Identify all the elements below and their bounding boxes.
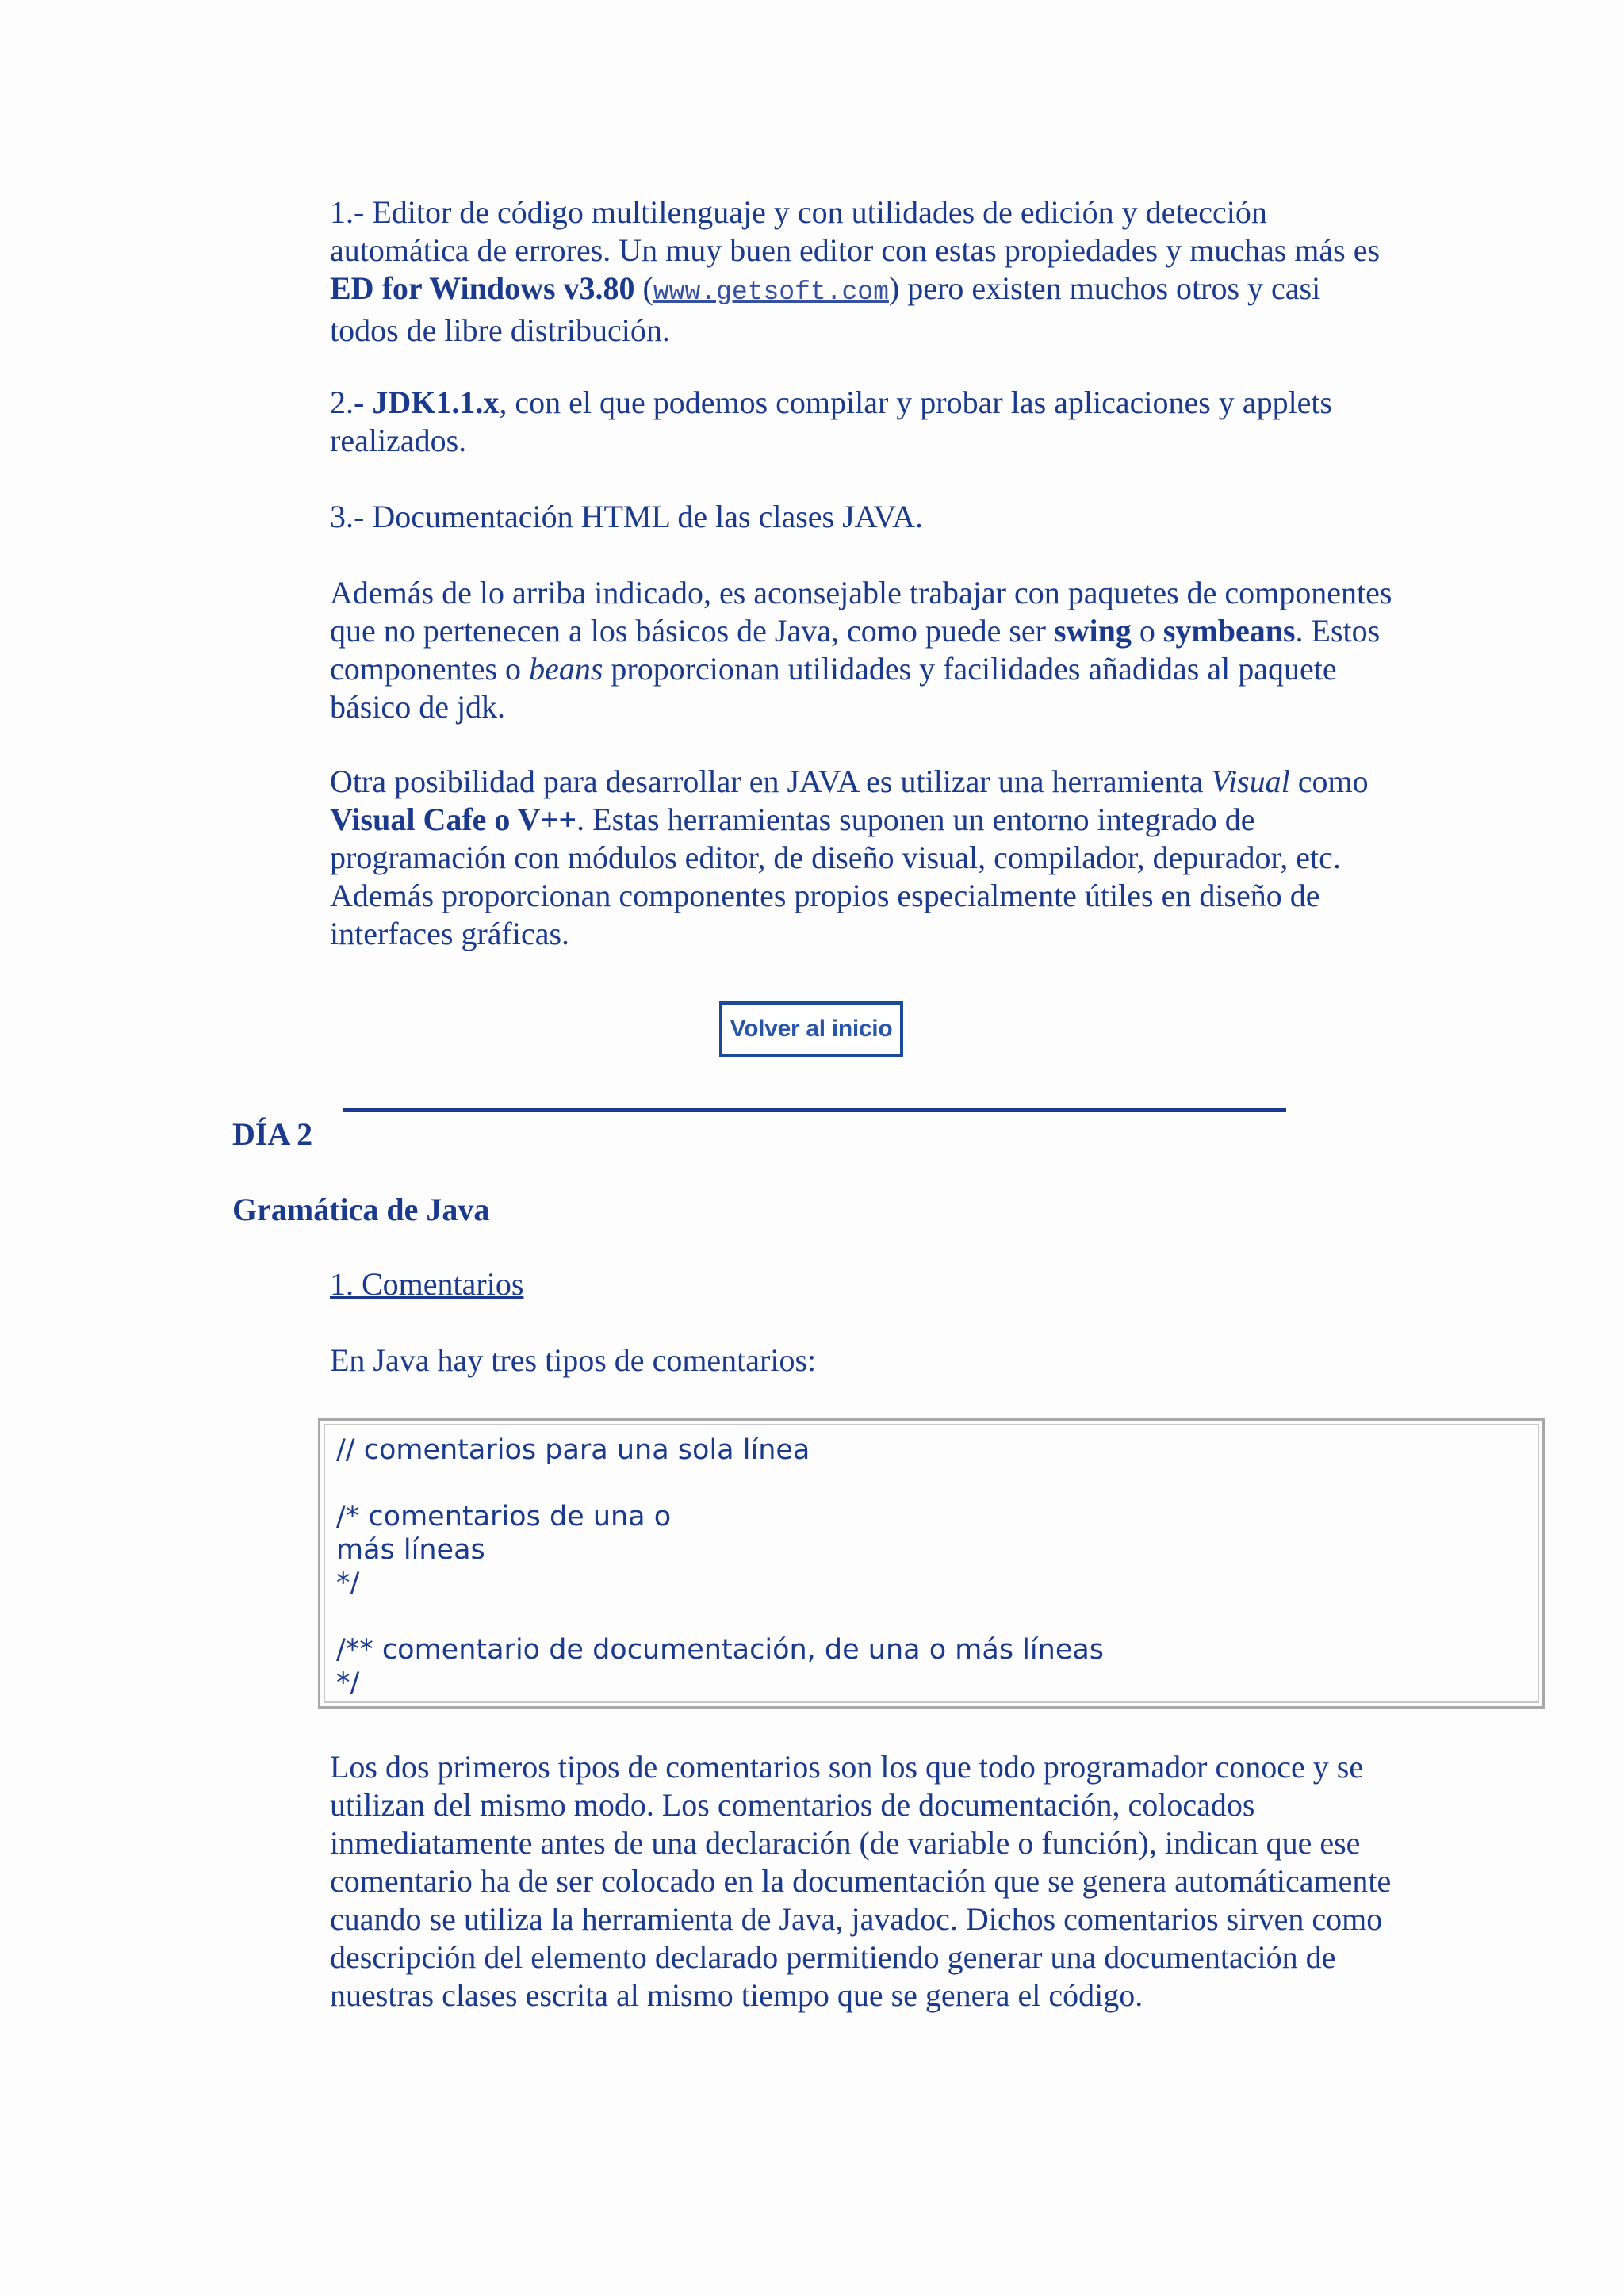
para-visual-tools: Otra posibilidad para desarrollar en JAVA es utilizar una herramienta Visual como Visual Cafe o V++. Estas herramientas suponen un entorno integrado de programación con módulos editor, de diseño visual, compilador, depurador, etc. Además proporcionan componentes propios especialmente útiles en diseño de interfaces gráficas. [330,763,1369,951]
item-jdk: 2.- JDK1.1.x, con el que podemos compilar y probar las aplicaciones y applets realizados. [330,385,1333,458]
para-components: Además de lo arriba indicado, es aconsejable trabajar con paquetes de componentes que no pertenecen a los básicos de Java, como puede ser swing o symbeans. Estos componentes o beans proporcionan utilidades y facilidades añadidas al paquete básico de jdk. [330,575,1392,725]
horizontal-divider [343,1108,1286,1112]
item-html-docs: 3.- Documentación HTML de las clases JAVA. [330,499,924,534]
back-to-top-button[interactable] [719,1001,903,1057]
editor-name: ED for Windows v3.80 [330,270,635,306]
code-block [318,1418,1545,1709]
comments-intro: En Java hay tres tipos de comentarios: [330,1342,817,1378]
day-heading: DÍA 2 [232,1116,313,1152]
jdk-name: JDK1.1.x [372,385,500,420]
getsoft-link[interactable]: www.getsoft.com [653,277,889,307]
code-content: // comentarios para una sola línea /* comentarios de una o más líneas */ /** comentario de documentación, de una o más líneas */ [336,1434,1105,1699]
section-heading: Gramática de Java [232,1192,490,1227]
para-doc-comments: Los dos primeros tipos de comentarios son los que todo programador conoce y se utilizan del mismo modo. Los comentarios de documentación, colocados inmediatamente antes de una declaración (de variable o función), indican que ese comentario ha de ser colocado en la documentación que se genera automáticamente cuando se utiliza la herramienta de Java, javadoc. Dichos comentarios sirven como descripción del elemento declarado permitiendo generar una documentación de nuestras clases escrita al mismo tiempo que se genera el código. [330,1749,1392,2013]
comentarios-link[interactable]: 1. Comentarios [330,1266,524,1302]
item-editor: 1.- Editor de código multilenguaje y con utilidades de edición y detección automática de errores. Un muy buen editor con estas propiedades y muchas más es ED for Windows v3.80 (www.getsoft.com) pero existen muchos otros y casi todos de libre distribución. [330,194,1381,348]
back-to-top-label: Volver al inicio [730,1016,893,1042]
